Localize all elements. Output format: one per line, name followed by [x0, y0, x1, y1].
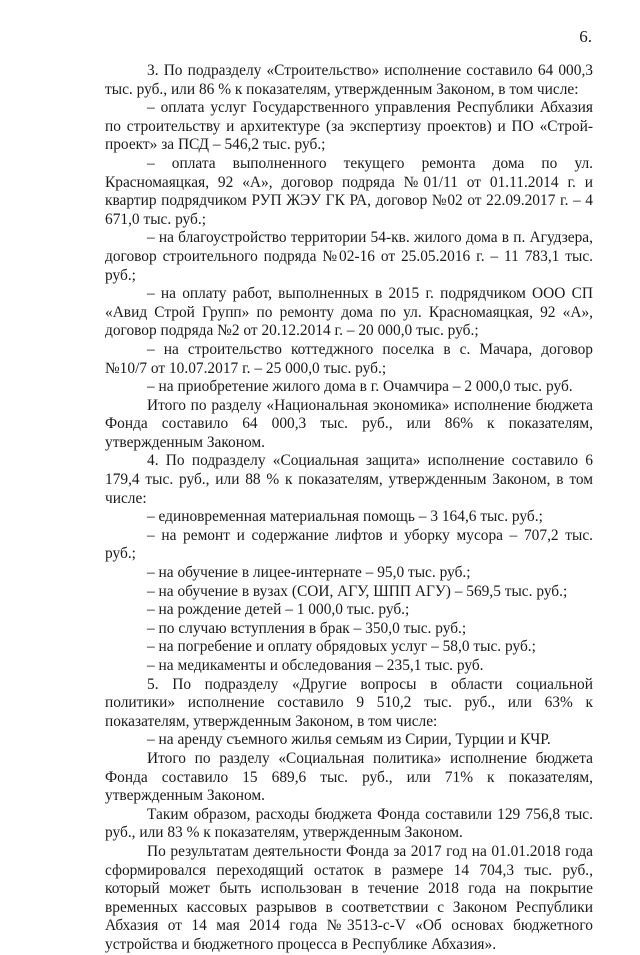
list-item: – на приобретение жилого дома в г. Очамчира – 2 000,0 тыс. руб.	[147, 378, 573, 396]
list-item: – на строительство коттеджного поселка в с. Мачара, договор №10/7 от 10.07.2017 г. – 25 000,0 тыс. руб.;	[105, 340, 593, 377]
list-item: – единовременная материальная помощь – 3 164,6 тыс. руб.;	[147, 508, 543, 526]
list-item: – на благоустройство территории 54-кв. жилого дома в п. Агудзера, договор строительного подряда №02-16 от 25.05.2016 г. – 11 783,1 тыс. руб.;	[105, 229, 593, 284]
list-item: – на обучение в вузах (СОИ, АГУ, ШПП АГУ) – 569,5 тыс. руб.;	[147, 582, 568, 600]
list-item: – на аренду съемного жилья семьям из Сирии, Турции и КЧР.	[147, 731, 551, 749]
list-item: – на ремонт и содержание лифтов и уборку мусора – 707,2 тыс. руб.;	[105, 526, 593, 563]
paragraph-other-social-summary: 5. По подразделу «Другие вопросы в области социальной политики» исполнение составило 9 510,2 тыс. руб., или 63% к показателям, утвержденным Законом, в том числе:	[105, 675, 593, 730]
paragraph-construction-summary: 3. По подразделу «Строительство» исполнение составило 64 000,3 тыс. руб., или 86 % к показателям, утвержденным Законом, в том числе:	[105, 62, 593, 98]
paragraph-national-economy-total: Итого по разделу «Национальная экономика» исполнение бюджета Фонда составило 64 000,3 тыс. руб., или 86% к показателям, утвержденным Законом.	[105, 396, 593, 451]
paragraph-carryover-balance: По результатам деятельности Фонда за 2017 год на 01.01.2018 года сформировался переходящий остаток в размере 14 704,3 тыс. руб., который может быть использован в течение 2018 года на покрытие временных кассовых разрывов в соответствии с Законом Республики Абхазия от 14 мая 2014 года №3513-с-V «Об основах бюджетного устройства и бюджетного процесса в Республике Абхазия».	[105, 842, 593, 953]
list-item: – на рождение детей – 1 000,0 тыс. руб.;	[147, 601, 410, 619]
list-item: – на оплату работ, выполненных в 2015 г. подрядчиком ООО СП «Авид Строй Групп» по ремонту дома по ул. Красномаяцкая, 92 «А», договор подряда №2 от 20.12.2014 г. – 20 000,0 тыс. руб.;	[105, 285, 593, 340]
paragraph-fund-expenses-total: Таким образом, расходы бюджета Фонда составили 129 756,8 тыс. руб., или 83 % к показателям, утвержденным Законом.	[105, 805, 593, 842]
document-body	[105, 62, 593, 955]
list-item: – по случаю вступления в брак – 350,0 тыс. руб.;	[147, 619, 467, 637]
page-number: 6.	[579, 27, 592, 46]
paragraph-social-policy-total: Итого по разделу «Социальная политика» исполнение бюджета Фонда составило 15 689,6 тыс. руб., или 71% к показателям, утвержденным Законом.	[105, 749, 593, 805]
paragraph-social-protection-summary: 4. По подразделу «Социальная защита» исполнение составило 6 179,4 тыс. руб., или 88 % к показателям, утвержденным Законом, в том числе:	[105, 452, 593, 507]
list-item: – на медикаменты и обследования – 235,1 тыс. руб.	[147, 657, 484, 674]
list-item: – оплата услуг Государственного управления Республики Абхазия по строительству и архитектуре (за экспертизу проектов) и ПО «Строй-проект» за ПСД – 546,2 тыс. руб.;	[105, 99, 593, 154]
list-item: – на обучение в лицее-интернате – 95,0 тыс. руб.;	[147, 564, 471, 582]
list-item: – на погребение и оплату обрядовых услуг – 58,0 тыс. руб.;	[147, 638, 536, 656]
list-item: – оплата выполненного текущего ремонта дома по ул. Красномаяцкая, 92 «А», договор подряда №01/11 от 01.11.2014 г. и квартир подрядчиком РУП ЖЭУ ГК РА, договор №02 от 22.09.2017 г. – 4 671,0 тыс. руб.;	[105, 154, 593, 228]
